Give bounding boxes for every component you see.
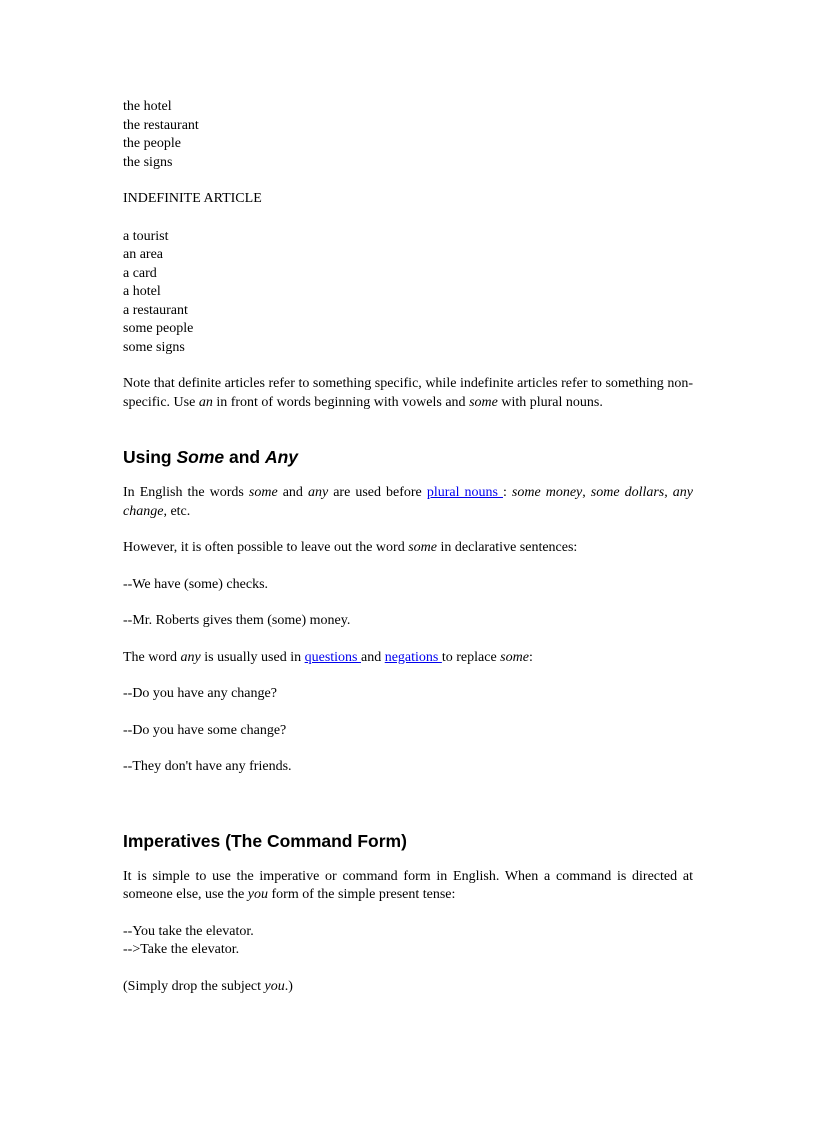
list-item: some signs bbox=[123, 339, 185, 355]
indefinite-article-heading: INDEFINITE ARTICLE bbox=[123, 191, 262, 206]
example-sentence: -->Take the elevator. bbox=[123, 942, 240, 957]
list-item: a card bbox=[123, 265, 157, 281]
list-item: some people bbox=[123, 321, 194, 336]
list-item: a tourist bbox=[123, 228, 169, 244]
some-any-intro-paragraph: In English the words some and any are used before plural nouns : some money, some dollars, any change, etc. bbox=[123, 485, 694, 519]
questions-link[interactable]: questions bbox=[304, 649, 361, 665]
however-paragraph: However, it is often possible to leave out the word some in declarative sentences: bbox=[123, 540, 578, 555]
list-item: a hotel bbox=[123, 284, 161, 299]
negations-link[interactable]: negations bbox=[384, 649, 442, 665]
example-sentence: --You take the elevator. bbox=[123, 923, 254, 939]
article-note-paragraph: Note that definite articles refer to something specific, while indefinite articles refer to something non-specific. Use an in front of words beginning with vowels and some with plural nouns. bbox=[123, 376, 693, 410]
some-any-heading: Using Some and Any bbox=[123, 447, 299, 467]
indefinite-article-list bbox=[123, 228, 693, 358]
document-page bbox=[123, 98, 693, 996]
list-item: the hotel bbox=[123, 99, 172, 114]
imperatives-heading: Imperatives (The Command Form) bbox=[123, 830, 407, 851]
example-sentence: --Mr. Roberts gives them (some) money. bbox=[123, 613, 351, 628]
example-sentence: --Do you have some change? bbox=[123, 722, 287, 738]
list-item: the signs bbox=[123, 154, 173, 170]
example-sentence: --Do you have any change? bbox=[123, 686, 277, 701]
example-sentence: --We have (some) checks. bbox=[123, 576, 269, 592]
list-item: an area bbox=[123, 247, 164, 262]
imperatives-note: (Simply drop the subject you.) bbox=[123, 978, 293, 994]
list-item: the people bbox=[123, 136, 181, 151]
list-item: the restaurant bbox=[123, 117, 199, 133]
imperatives-paragraph: It is simple to use the imperative or command form in English. When a command is directed at someone else, use the you form of the simple present tense: bbox=[123, 868, 693, 902]
plural-nouns-link[interactable]: plural nouns bbox=[426, 485, 503, 500]
list-item: a restaurant bbox=[123, 302, 188, 318]
example-sentence: --They don't have any friends. bbox=[123, 759, 292, 774]
definite-article-list bbox=[123, 98, 693, 172]
any-usage-paragraph: The word any is usually used in questions and negations to replace some: bbox=[123, 649, 533, 665]
